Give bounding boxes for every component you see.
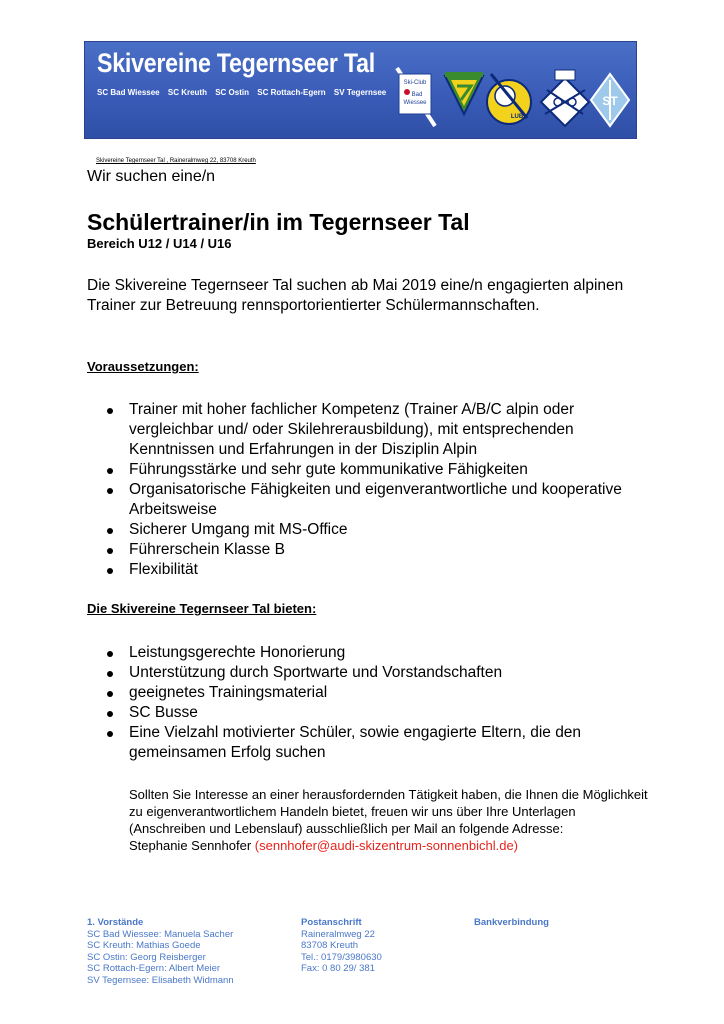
list-item: Flexibilität bbox=[87, 560, 647, 580]
banner-club: SV Tegernsee bbox=[333, 88, 387, 97]
list-item: Führerschein Klasse B bbox=[87, 540, 647, 560]
requirements-list bbox=[87, 400, 647, 580]
footer-heading: Postanschrift bbox=[301, 917, 362, 928]
footer-line: Raineralmweg 22 bbox=[301, 928, 375, 940]
footer-line: SC Rottach-Egern: Albert Meier bbox=[87, 963, 221, 974]
footer-chairs bbox=[87, 917, 234, 986]
logo-text: Bad bbox=[411, 92, 423, 98]
banner-title: Skivereine Tegernseer Tal bbox=[97, 48, 375, 78]
list-item: Trainer mit hoher fachlicher Kompetenz (Trainer A/B/C alpin oder vergleichbar und/ oder Skilehrerausbildung), mit entsprechenden Kenntnissen und Erfahrungen in der Disziplin Alpin bbox=[87, 400, 647, 460]
list-item: Leistungsgerechte Honorierung bbox=[87, 643, 647, 663]
logo-sc-ostin bbox=[487, 74, 531, 124]
list-item: Führungsstärke und sehr gute kommunikative Fähigkeiten bbox=[87, 460, 647, 480]
banner-club-list bbox=[97, 88, 392, 97]
job-title: Schülertrainer/in im Tegernseer Tal bbox=[87, 209, 470, 235]
footer-heading: 1. Vorstände bbox=[87, 917, 144, 928]
list-item: SC Busse bbox=[87, 703, 647, 723]
banner-club: SC Bad Wiessee bbox=[97, 88, 160, 97]
logo-sv-tegernsee bbox=[591, 74, 629, 126]
banner-club: SC Rottach-Egern bbox=[257, 88, 326, 97]
logo-sc-kreuth bbox=[445, 72, 483, 114]
logo-sc-bad-wiessee bbox=[397, 68, 435, 126]
banner-club: SC Kreuth bbox=[167, 88, 207, 97]
logo-text: Ski-Club bbox=[403, 80, 427, 86]
closing-paragraph bbox=[129, 786, 649, 854]
footer-line: Fax: 0 80 29/ 381 bbox=[301, 963, 375, 974]
logo-text: Wiessee bbox=[403, 100, 427, 106]
contact-name: Stephanie Sennhofer bbox=[129, 838, 252, 853]
list-item: Eine Vielzahl motivierter Schüler, sowie engagierte Eltern, die den gemeinsamen Erfolg suchen bbox=[87, 723, 647, 763]
footer-bank bbox=[474, 917, 549, 929]
list-item: Organisatorische Fähigkeiten und eigenverantwortliche und kooperative Arbeitsweise bbox=[87, 480, 647, 520]
footer-line: SC Kreuth: Mathias Goede bbox=[87, 940, 201, 951]
job-subtitle: Bereich U12 / U14 / U16 bbox=[87, 236, 232, 251]
footer-postal bbox=[301, 917, 382, 975]
offers-list bbox=[87, 643, 647, 763]
club-logos bbox=[395, 64, 631, 128]
list-item: geeignetes Trainingsmaterial bbox=[87, 683, 647, 703]
job-description: Die Skivereine Tegernseer Tal suchen ab Mai 2019 eine/n engagierten alpinen Trainer zur Betreuung rennsportorientierter Schülermannschaften. bbox=[87, 277, 624, 314]
header-banner bbox=[84, 41, 637, 139]
list-item: Unterstützung durch Sportwarte und Vorstandschaften bbox=[87, 663, 647, 683]
logo-sc-rottach-egern bbox=[541, 70, 589, 126]
footer-heading: Bankverbindung bbox=[474, 917, 549, 928]
logo-text: ST bbox=[602, 94, 618, 108]
logo-text: LUB bbox=[510, 114, 524, 120]
footer-line: SC Bad Wiessee: Manuela Sacher bbox=[87, 928, 234, 940]
intro-text: Wir suchen eine/n bbox=[87, 168, 216, 185]
footer-line: SV Tegernsee: Elisabeth Widmann bbox=[87, 974, 234, 986]
footer-line: Tel.: 0179/3980630 bbox=[301, 951, 382, 963]
footer-line: 83708 Kreuth bbox=[301, 940, 359, 951]
contact-email-link[interactable]: (sennhofer@audi-skizentrum-sonnenbichl.de) bbox=[254, 838, 518, 853]
closing-text: Sollten Sie Interesse an einer herausfordernden Tätigkeit haben, die Ihnen die Möglichkeit zu eigenverantwortlichem Handeln bietet, freuen wir uns über Ihre Unterlagen (Anschreiben und Lebenslauf) ausschließlich per Mail an folgende Adresse: bbox=[129, 787, 648, 836]
contact-line bbox=[129, 837, 649, 854]
footer-line: SC Ostin: Georg Reisberger bbox=[87, 951, 206, 963]
offers-heading: Die Skivereine Tegernseer Tal bieten: bbox=[87, 601, 317, 616]
banner-club: SC Ostin bbox=[215, 88, 249, 97]
list-item: Sicherer Umgang mit MS-Office bbox=[87, 520, 647, 540]
requirements-heading: Voraussetzungen: bbox=[87, 359, 199, 374]
sender-address: Skivereine Tegernseer Tal , Raineralmweg 22, 83708 Kreuth bbox=[96, 158, 256, 164]
